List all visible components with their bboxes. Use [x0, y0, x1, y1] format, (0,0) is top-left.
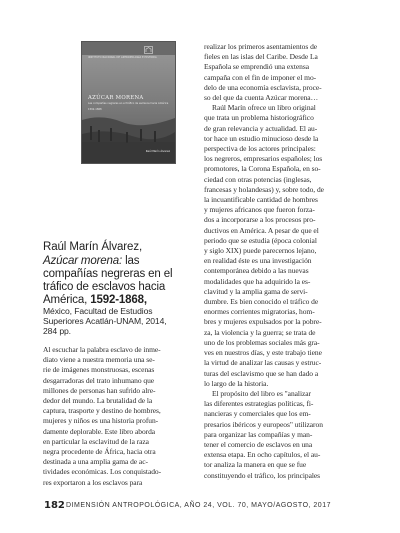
book-cover	[82, 42, 175, 163]
text-line: dumbre. Es bien conocido el tráfico de	[204, 297, 319, 307]
text-line: dedor del mundo. La brutalidad de la	[43, 396, 153, 406]
text-line: so del que da cuenta Azúcar morena…	[204, 93, 319, 103]
text-line: los negreros, empresarios españoles; los	[204, 154, 323, 164]
text-line: ciedad con otras potencias (inglesas,	[204, 174, 312, 184]
book-title-italic: Azúcar morena:	[43, 255, 123, 267]
publication-line: México, Facultad de Estudios	[43, 306, 153, 316]
text-line: realizar los primeros asentamientos de	[204, 42, 318, 51]
text-line: destinada a una amplia gama de ac-	[43, 457, 148, 467]
text-line: en particular la esclavitud de la raza	[43, 436, 149, 446]
text-line: tividades económicas. Los conquistado-	[43, 467, 162, 477]
text-line: presarios ibéricos y europeos" utilizaron	[204, 419, 323, 429]
text-line: periodo que se estudia (época colonial	[204, 235, 317, 245]
cover-years: 1592-1868	[88, 108, 102, 111]
text-line: nancieras y comerciales que los em-	[204, 409, 311, 419]
reviewed-book-author: Raúl Marín Álvarez,	[43, 241, 143, 253]
cover-subtitle: Las compañías negreras en el tráfico de esclavos hacia América	[88, 102, 169, 105]
text-line: delo de una economía esclavista, proce-	[204, 82, 322, 92]
running-footer: DIMENSIÓN ANTROPOLÓGICA, AÑO 24, VOL. 70, MAYO/AGOSTO, 2017	[66, 502, 331, 509]
text-line: contemporánea debido a las nuevas	[204, 266, 309, 276]
text-line: campaña con el fin de imponer el mo-	[204, 72, 317, 82]
text-line: para organizar las compañías y man-	[204, 429, 313, 439]
reviewed-book-title	[43, 255, 195, 307]
text-line: ductivos en América. A pesar de que el	[204, 225, 319, 235]
text-line: y mujeres africanos que fueron forza-	[204, 205, 315, 215]
book-title-rest: las compañías negreras en el tráfico de esclavos hacia América,	[43, 255, 173, 306]
text-line: negra procedente de África, hacia otra	[43, 447, 156, 457]
text-line: en realidad éste es una investigación	[204, 256, 312, 266]
text-line: mujeres y niños es una historia profun-	[43, 416, 159, 426]
text-line: Al escuchar la palabra esclavo de inme-	[43, 345, 161, 354]
text-line: ves en nuestros días, y este trabajo tiene	[204, 348, 322, 358]
text-line: Española se emprendió una extensa	[204, 62, 309, 72]
cover-author: Raúl Marín Álvarez	[145, 150, 170, 153]
text-line: francesas y holandesas) y, sobre todo, de	[204, 184, 324, 194]
text-line: rie de imágenes monstruosas, escenas	[43, 365, 155, 375]
publication-line: 284 pp.	[43, 326, 71, 337]
text-line: captura, trasporte y destino de hombres,	[43, 406, 161, 416]
text-line: promotores, la Corona Española, en so-	[204, 164, 321, 174]
text-line: bres y mujeres expulsados por la pobre-	[204, 317, 322, 327]
text-line: uno de los problemas sociales más gra-	[204, 337, 320, 347]
text-line: extensa etapa. En ocho capítulos, el au-	[204, 450, 321, 460]
text-line: fieles en las islas del Caribe. Desde La	[204, 52, 318, 62]
text-line: desgarradoras del trato inhumano que	[43, 375, 155, 385]
text-line: diato viene a nuestra memoria una se-	[43, 355, 155, 365]
text-line: y siglo XIX) puede parecernos lejano,	[204, 246, 317, 256]
text-line: millones de personas han sufrido alre-	[43, 385, 156, 395]
text-line: clavitud y la amplia gama de servi-	[204, 286, 308, 296]
publisher-logo-icon	[144, 46, 153, 54]
cover-series-label: INSTITUTO NACIONAL DE ANTROPOLOGÍA E HISTORIA	[88, 56, 157, 59]
book-title-years: 1592-1868,	[90, 294, 147, 306]
text-line: Raúl Marín ofrece un libro original	[212, 103, 316, 113]
left-text-column	[43, 345, 195, 488]
text-line: lo largo de la historia.	[204, 378, 269, 388]
text-line: res exportaron a los esclavos para	[43, 477, 143, 487]
text-line: tor analiza la manera en que se fue	[204, 460, 307, 470]
text-line: damente deplorable. Este libro aborda	[43, 426, 156, 436]
text-line: las diferentes estrategias políticas, fi-	[204, 399, 314, 409]
text-line: de gran relevancia y actualidad. El au-	[204, 123, 318, 133]
text-line: enormes corrientes migratorias, hom-	[204, 307, 315, 317]
page-number: 182	[44, 500, 65, 511]
text-line: El propósito del libro es "analizar	[212, 388, 311, 398]
text-line: la virtud de analizar las causas y estruc-	[204, 358, 322, 368]
publication-details	[43, 306, 195, 337]
publication-line: Superiores Acatlán-UNAM, 2014,	[43, 316, 167, 327]
text-line: que trata un problema historiográfico	[204, 113, 314, 123]
text-line: tor hace un estudio minucioso desde la	[204, 133, 319, 143]
right-text-column	[204, 42, 360, 481]
text-line: tener el comercio de esclavos en una	[204, 439, 313, 449]
cover-title: AZÚCAR MORENA	[88, 95, 144, 101]
text-line: za, la violencia y la guerra; se trata de	[204, 327, 316, 337]
text-line: dos a incorporarse a los procesos pro-	[204, 215, 316, 225]
text-line: constituyendo el tráfico, los principales	[204, 470, 321, 480]
text-line: la incuantificable cantidad de hombres	[204, 195, 318, 205]
text-line: modalidades que ha adquirido la es-	[204, 276, 311, 286]
text-line: perspectiva de los actores principales:	[204, 144, 316, 154]
text-line: turas del esclavismo que se han dado a	[204, 368, 319, 378]
